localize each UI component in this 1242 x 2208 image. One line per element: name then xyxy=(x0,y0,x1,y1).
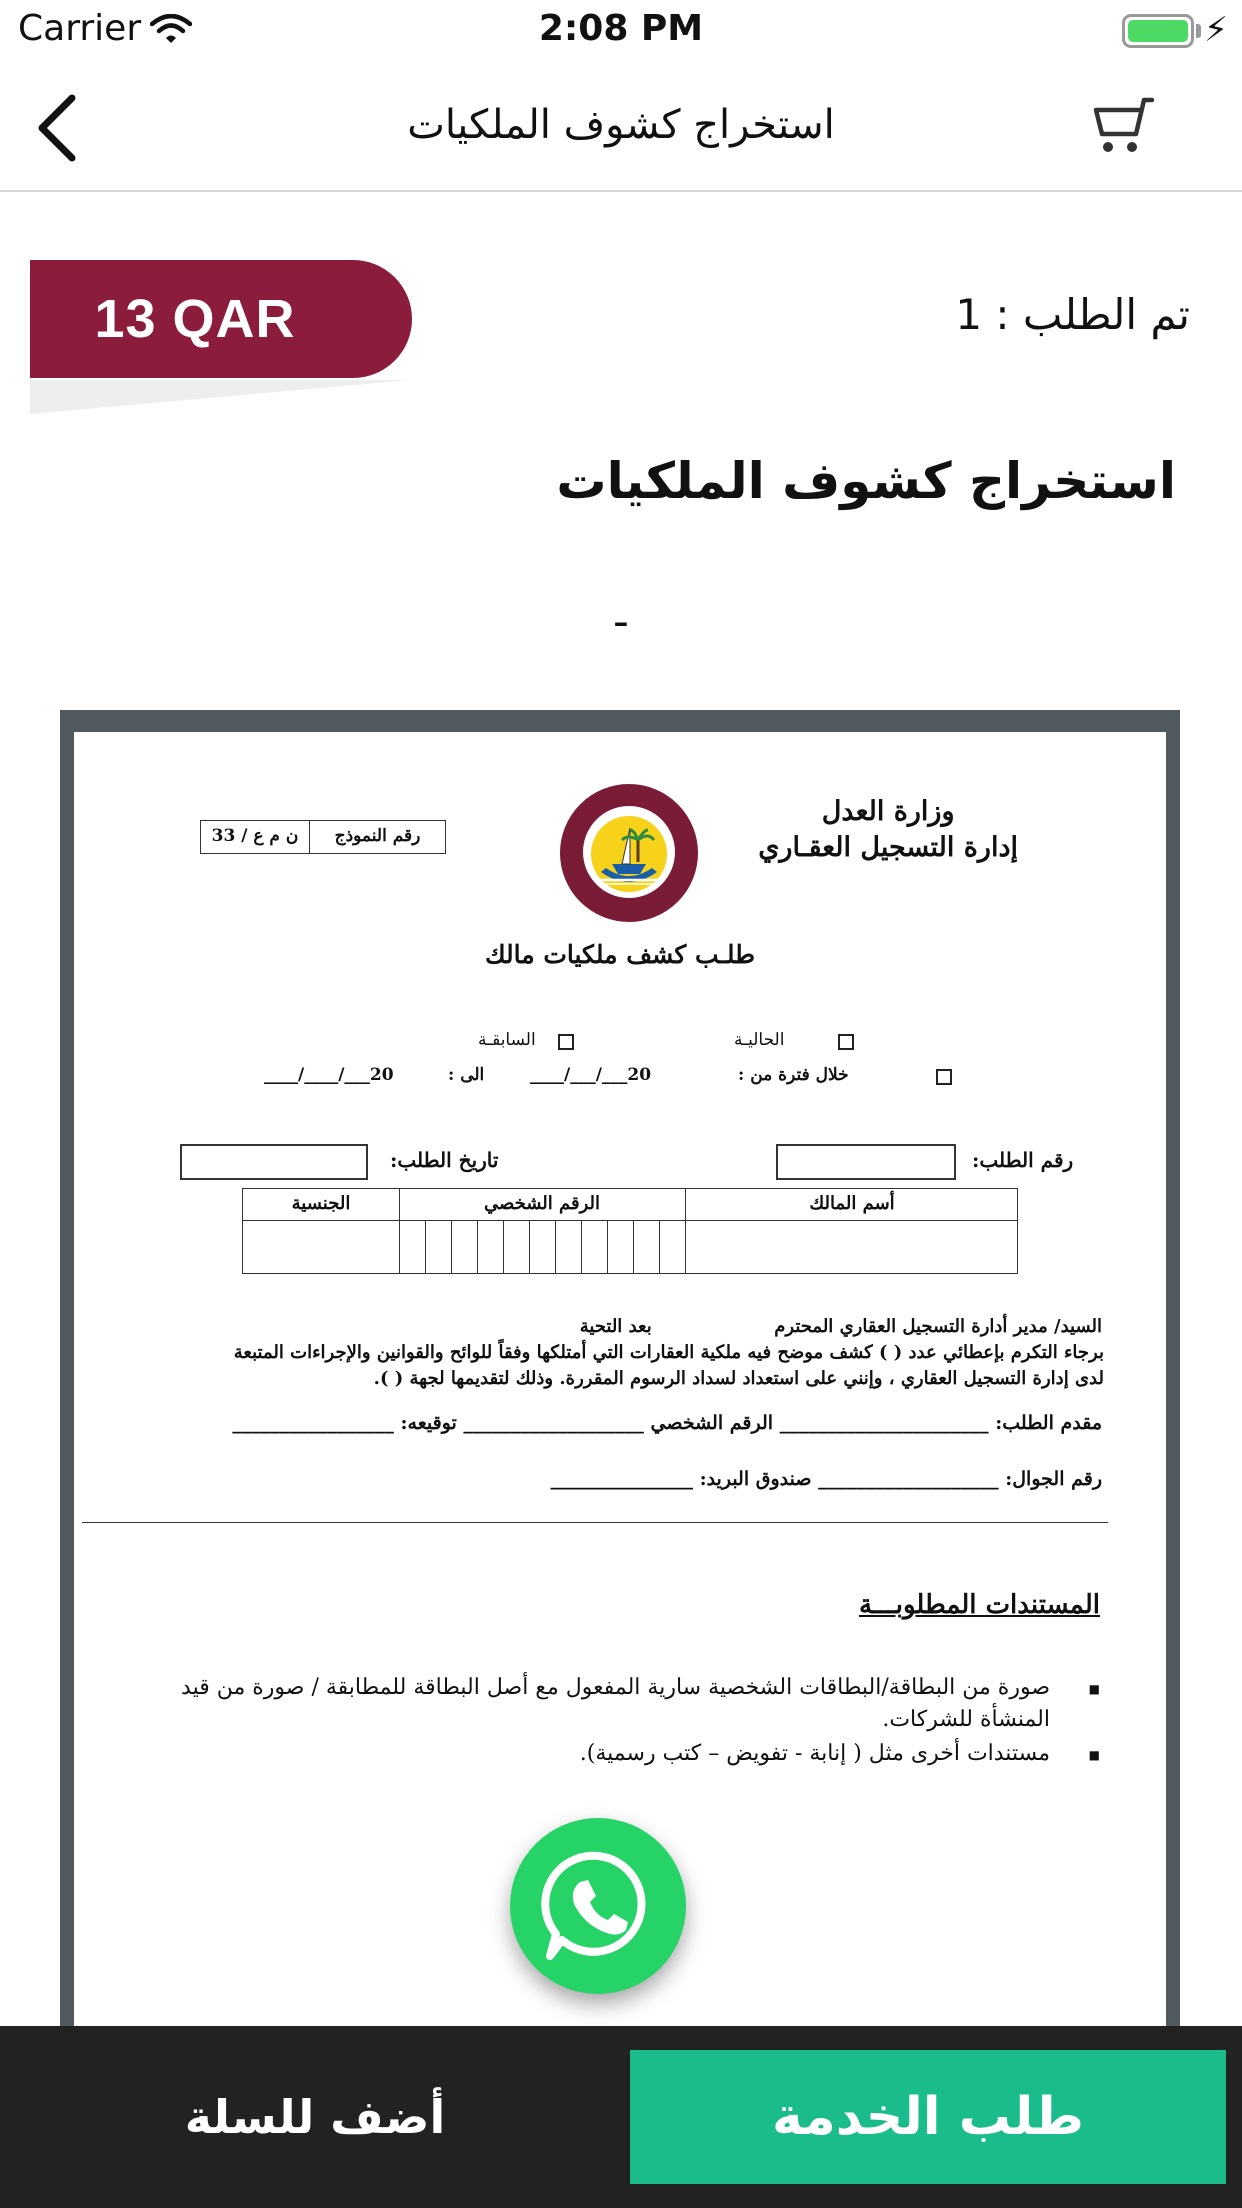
request-service-button[interactable]: طلب الخدمة xyxy=(630,2050,1226,2184)
page-title: استخراج كشوف الملكيات xyxy=(407,102,835,148)
previous-checkbox xyxy=(558,1034,574,1050)
status-bar xyxy=(0,0,1242,62)
form-title: طلـب كشف ملكيات مالك xyxy=(484,940,756,969)
required-document-item: ■ مستندات أخرى مثل ( إنابة - تفويض – كتب رسمية). xyxy=(160,1738,1100,1770)
owner-name-header: أسم المالك xyxy=(809,1193,895,1214)
service-title: استخراج كشوف الملكيات xyxy=(556,452,1176,510)
charging-icon: ⚡ xyxy=(1204,10,1228,50)
request-number-field xyxy=(776,1144,956,1180)
period-to-label: الى : xyxy=(448,1065,485,1085)
order-count: تم الطلب : 1 xyxy=(955,290,1190,339)
period-checkbox xyxy=(936,1069,952,1085)
add-to-cart-button[interactable]: أضف للسلة xyxy=(184,2090,446,2144)
request-paragraph-line2: لدى إدارة التسجيل العقاري ، وإنني على استعداد لسداد الرسوم المقررة. وذلك لتقديمها لجهة ( ). xyxy=(373,1368,1104,1389)
current-checkbox xyxy=(838,1034,854,1050)
period-to-date: ____/____/___20 xyxy=(264,1065,394,1085)
battery-nub xyxy=(1196,24,1201,38)
cart-icon xyxy=(1090,94,1160,158)
form-number-label: رقم النموذج xyxy=(309,821,445,853)
department-name: إدارة التسجيل العقـاري xyxy=(758,832,1018,863)
request-paragraph-line1: برجاء التكرم بإعطائي عدد ( ) كشف موضح فيه ملكية العقارات التي أمتلكها وفقاً للوائح والقوانين والإجراءات المتبعة xyxy=(233,1342,1104,1363)
whatsapp-button[interactable] xyxy=(510,1818,686,1994)
request-number-label: رقم الطلب: xyxy=(972,1148,1074,1172)
battery-icon xyxy=(1122,14,1194,48)
ministry-name: وزارة العدل xyxy=(821,796,955,827)
required-document-item: ■ صورة من البطاقة/البطاقات الشخصية سارية المفعول مع أصل البطاقة للمطابقة / صورة من قيد المنشأة للشركات. xyxy=(160,1672,1100,1736)
whatsapp-icon xyxy=(540,1848,656,1964)
salutation: السيد/ مدير أدارة التسجيل العقاري المحترم xyxy=(774,1316,1102,1337)
greeting: بعد التحية xyxy=(579,1316,652,1337)
previous-option-label: السابقـة xyxy=(478,1030,536,1050)
carrier-label: Carrier xyxy=(18,8,142,49)
nationality-header: الجنسية xyxy=(291,1193,351,1214)
applicant-line: مقدم الطلب: ______________________ الرقم الشخصي ___________________ توقيعه: _________________ xyxy=(232,1412,1102,1434)
form-divider xyxy=(82,1522,1108,1523)
bottom-action-bar xyxy=(0,2026,1242,2208)
ministry-logo-icon xyxy=(556,780,702,926)
ministry-header xyxy=(758,794,1018,866)
required-documents-list xyxy=(160,1672,1100,1772)
required-documents-heading: المستندات المطلوبـــة xyxy=(858,1590,1100,1620)
current-option-label: الحاليـة xyxy=(734,1030,785,1050)
period-from-date: ____/___/___20 xyxy=(530,1065,652,1085)
form-number-value: ن م ع / 33 xyxy=(211,826,299,846)
status-time: 2:08 PM xyxy=(538,8,704,49)
request-date-field xyxy=(180,1144,368,1180)
navigation-bar xyxy=(0,62,1242,192)
form-number-box xyxy=(200,820,446,854)
salutation-line xyxy=(142,1314,1102,1340)
cart-button[interactable] xyxy=(1090,94,1160,158)
price-ribbon xyxy=(30,260,412,378)
request-date-label: تاريخ الطلب: xyxy=(390,1148,499,1172)
price-ribbon-shadow xyxy=(30,380,410,414)
period-from-label: خلال فترة من : xyxy=(738,1065,849,1085)
mobile-line: رقم الجوال: ___________________ صندوق البريد: _______________ xyxy=(550,1468,1102,1490)
owner-table xyxy=(242,1188,1018,1274)
service-description: - xyxy=(613,596,629,647)
personal-id-header: الرقم الشخصي xyxy=(483,1193,601,1214)
price-label: 13 QAR xyxy=(94,289,296,349)
